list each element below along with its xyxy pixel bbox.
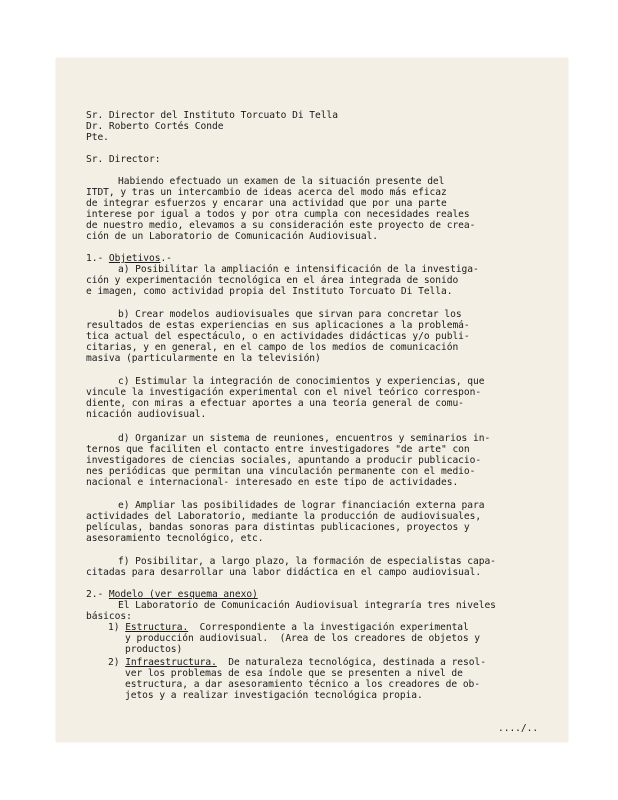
level-title: Estructura. (125, 622, 189, 633)
objective-a-line: a) Posibilitar la ampliación e intensificación de la investiga- (118, 264, 479, 275)
intro-line: de nuestro medio, elevamos a su consideración este proyecto de crea- (86, 220, 476, 231)
objective-b-line: b) Crear modelos audiovisuales que sirvan para concretar los (118, 309, 462, 320)
objective-a-line: e imagen, como actividad propia del Instituto Torcuato Di Tella. (86, 286, 453, 297)
addressee-line: Pte. (86, 132, 109, 143)
level-2-line: ver los problemas de esa índole que se presenten a nivel de (125, 668, 463, 679)
document-page (56, 58, 568, 742)
level-1-line (108, 622, 568, 633)
objective-c-line: vincule la investigación experimental con el nivel teórico correspon- (86, 387, 482, 398)
intro-line: Habiendo efectuado un examen de la situación presente del (118, 176, 445, 187)
level-2-line: jetos y a realizar investigación tecnológica propia. (125, 690, 423, 701)
objective-b-line: masiva (particularmente en la televisión) (86, 353, 321, 364)
section-heading (86, 253, 568, 264)
objective-f-line: f) Posibilitar, a largo plazo, la formación de especialistas capa- (118, 556, 496, 567)
section-number: 1.- (86, 253, 109, 264)
section-suffix: .- (160, 253, 172, 264)
section-title: Objetivos (108, 253, 161, 264)
level-1-line: productos) (125, 644, 183, 655)
objective-b-line: resultados de estas experiencias en sus aplicaciones a la problemá- (86, 320, 470, 331)
level-text: De naturaleza tecnológica, destinada a resol- (216, 657, 486, 668)
objective-d-line: investigadores de ciencias sociales, apuntando a producir publicacio- (86, 455, 482, 466)
objective-f-line: citadas para desarrollar una labor didáctica en el campo audiovisual. (86, 567, 482, 578)
objective-b-line: tica actual del espectáculo, o en actividades didácticas y/o publi- (86, 331, 470, 342)
addressee-line: Sr. Director del Instituto Torcuato Di Tella (86, 110, 338, 121)
section-number: 2.- (86, 589, 109, 600)
objective-a-line: ción y experimentación tecnológica en el área integrada de sonido (86, 275, 459, 286)
objective-e-line: actividades del Laboratorio, mediante la producción de audiovisuales, (86, 511, 482, 522)
intro-line: de integrar esfuerzos y encarar una actividad que por una parte (86, 198, 447, 209)
objective-d-line: nes periódicas que permitan una vinculación permanente con el medio- (86, 466, 476, 477)
section-heading (86, 589, 568, 600)
intro-line: interese por igual a todos y por otra cumpla con necesidades reales (86, 209, 470, 220)
model-intro-line: El Laboratorio de Comunicación Audiovisual integraría tres niveles (118, 600, 496, 611)
level-2-line (108, 657, 568, 668)
objective-d-line: d) Organizar un sistema de reuniones, encuentros y seminarios in- (118, 433, 491, 444)
objective-e-line: películas, bandas sonoras para distintas publicaciones, proyectos y (86, 522, 470, 533)
objective-d-line: ternos que faciliten el contacto entre investigadores "de arte" con (86, 444, 470, 455)
objective-c-line: nicación audiovisual. (86, 409, 207, 420)
level-text: Correspondiente a la investigación experimental (188, 622, 469, 633)
section-title: Modelo (ver esquema anexo) (108, 589, 258, 600)
level-number: 2) (108, 657, 126, 668)
level-1-line: y producción audiovisual. (Area de los creadores de objetos y (125, 633, 481, 644)
intro-line: ITDT, y tras un intercambio de ideas acerca del modo más eficaz (86, 187, 447, 198)
objective-d-line: nacional e internacional- interesado en este tipo de actividades. (86, 477, 459, 488)
objective-e-line: e) Ampliar las posibilidades de lograr financiación externa para (118, 500, 485, 511)
continuation-mark: ..../.. (498, 723, 539, 734)
level-number: 1) (108, 622, 126, 633)
salutation: Sr. Director: (86, 154, 161, 165)
objective-c-line: diente, con miras a efectuar aportes a una teoría general de comu- (86, 398, 464, 409)
objective-e-line: asesoramiento tecnológico, etc. (86, 533, 264, 544)
objective-c-line: c) Estimular la integración de conocimientos y experiencias, que (118, 376, 485, 387)
model-intro-line: básicos: (86, 611, 132, 622)
intro-line: ción de un Laboratorio de Comunicación Audiovisual. (86, 231, 379, 242)
level-2-line: estructura, a dar asesoramiento técnico a los creadores de ob- (125, 679, 481, 690)
level-title: Infraestructura. (125, 657, 217, 668)
objective-b-line: citarias, y en general, en el campo de los medios de comunicación (86, 342, 459, 353)
addressee-line: Dr. Roberto Cortés Conde (86, 121, 224, 132)
